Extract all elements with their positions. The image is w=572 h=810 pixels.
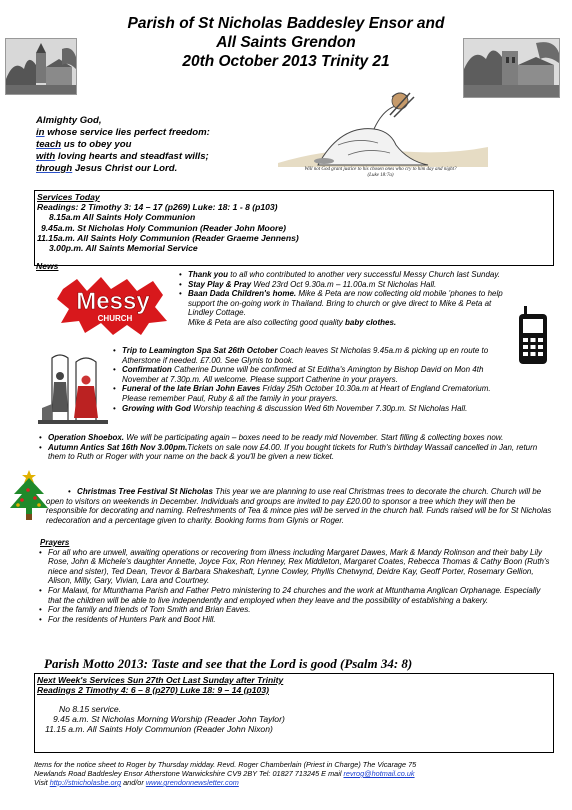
email-link[interactable]: revrog@hotmail.co.uk xyxy=(343,769,415,778)
footer-text: Newlands Road Baddesley Ensor Atherstone Warwickshire CV9 2BY Tel: 01827 713245 E mail xyxy=(34,769,344,778)
news-item-text: Mike & Peta are now collecting old mobile 'phones to help support the on-going work in Thailand. Bring to church or give direct to Mike & Peta at Lindley Cottage. xyxy=(188,289,503,318)
news-item-funeral xyxy=(122,384,502,403)
collect-line-2 xyxy=(36,127,266,139)
messy-church-logo xyxy=(57,277,169,337)
news-item-operation-shoebox xyxy=(48,433,552,443)
services-today-box xyxy=(34,190,554,266)
collect-line-5 xyxy=(36,163,266,175)
news-item-baan-dada xyxy=(188,289,506,318)
news-block-3 xyxy=(36,433,552,462)
next-week-item: No 8.15 service. xyxy=(59,704,122,714)
news-item-growing-with-god xyxy=(122,404,502,414)
news-item-title: Baan Dada Children's home. xyxy=(188,289,297,299)
news-item-text: to all who contributed to another very successful Messy Church last Sunday. xyxy=(228,270,500,279)
christmas-tree-icon xyxy=(8,470,50,520)
prayers-section xyxy=(36,538,552,624)
collect-line-3 xyxy=(36,139,266,151)
news-baby-clothes xyxy=(178,318,518,328)
news-item-text: Tickets on sale now £4.00. If you bought tickets for Ruth's birthday Wassail cancelled in Jan, return them to Ruth or Roger with your name on the back & you'll be given a new ticket. xyxy=(48,442,538,462)
mobile-phone-icon xyxy=(516,306,550,366)
news-item-text: Catherine Dunne will be confirmed at St Editha's Amington by Bishop David on Mon 4th November at 7.30p.m. All welcome. Please support Catherine in your prayers. xyxy=(122,365,484,384)
news-item-title: Christmas Tree Festival St Nicholas xyxy=(77,487,213,496)
service-item: 11.15a.m. All Saints Holy Communion (Reader Graeme Jennens) xyxy=(37,232,299,243)
news-item-title: Trip to Leamington Spa Sat 26th October xyxy=(122,346,278,355)
news-item-text: Mike & Peta are also collecting good quality xyxy=(188,317,345,327)
next-week-readings: Readings 2 Timothy 4: 6 – 8 (p270) Luke 18: 9 – 14 (p103) xyxy=(37,685,269,695)
news-item-thank-you xyxy=(188,270,518,280)
news-item-title: Thank you xyxy=(188,270,229,279)
service-item: 9.45a.m. St Nicholas Holy Communion (Reader John Moore) xyxy=(41,222,286,233)
prayer-item: • For the residents of Hunters Park and Boot Hill. xyxy=(48,615,552,625)
news-item-title: Stay Play & Pray xyxy=(188,279,252,289)
footer-text: Visit xyxy=(34,778,50,787)
news-item-autumn-antics xyxy=(48,443,552,462)
news-heading: News xyxy=(36,261,59,271)
confirmation-clipart xyxy=(38,352,108,424)
news-item-title: Autumn Antics Sat 16th Nov 3.00pm. xyxy=(48,442,188,452)
news-item-leamington-trip xyxy=(122,346,502,365)
collect-word: in xyxy=(36,127,45,138)
prayer-item: • For the family and friends of Tom Smith and Brian Eaves. xyxy=(48,605,552,615)
image-caption xyxy=(258,167,503,179)
messy-logo-subtext: CHURCH xyxy=(97,314,133,323)
collect-line-1: Almighty God, xyxy=(36,115,102,126)
collect-word: teach xyxy=(36,139,62,150)
news-item-text: We will be participating again – boxes need to be ready mid November. Start filling & collecting boxes now. xyxy=(124,433,504,442)
news-item-title: Operation Shoebox. xyxy=(48,433,125,442)
collect-line-4 xyxy=(36,151,266,163)
news-item-text: This year we are planning to use real Christmas trees to decorate the church. Church will be open to visitors on weekends in December. Individuals and groups are invited to pay £20.00 to sponsor a tree which they will then be responsible for decorating and naming. Refreshments of Tea & mince pies will be served in the church hall. Funds raised will be for St Nicholas redecoration and a percentage given to charity. Booking forms from Glynis or Roger. xyxy=(46,487,552,525)
news-item-confirmation xyxy=(122,365,502,384)
title-line-3: 20th October 2013 Trinity 21 xyxy=(182,53,390,70)
news-item-text: Worship teaching & discussion Wed 6th November 7.30p.m. St Nicholas Hall. xyxy=(190,403,468,413)
news-item-title: baby clothes. xyxy=(344,317,397,327)
bullet: • xyxy=(68,487,71,496)
news-item-text: Coach leaves St Nicholas 9.45a.m & picking up en route to Atherstone if needed. £7.00. See Glynis to book. xyxy=(122,346,489,365)
collect-text: loving hearts and steadfast wills; xyxy=(55,151,209,162)
title-line-2: All Saints Grendon xyxy=(216,34,356,51)
news-item-stay-play-pray xyxy=(188,280,518,290)
service-item: 3.00p.m. All Saints Memorial Service xyxy=(49,243,198,254)
caption-line-1: Will not God grant justice to his chosen ones who cry to him day and night? xyxy=(304,167,457,172)
news-block-1 xyxy=(178,270,518,328)
service-item: 8.15a.m All Saints Holy Communion xyxy=(49,212,196,223)
prayer-item: • For Malawi, for Mtunthama Parish and Father Petro ministering to 24 churches and the work at Mtunthama Anglican Orphanage. Especially that the children will be able to live independently and employed when they leave and the possibility of establishing a bakery. xyxy=(48,586,552,605)
collect-text: Jesus Christ our Lord. xyxy=(72,163,178,174)
prayer-item: • For all who are unwell, awaiting operations or recovering from illness including Margaret Dawes, Mark & Mandy Rolinson and their baby Lily Rose, John & Michele's daughter Annette, Joyce Fox, Ron Henney, Rex Middleton, Margaret Coates, Rebecca Thomas & Cathy Boon (Ruth's niece and sister), Ted Dean, Trevor & Barbara Shakeshaft, Lynne Cowley, Phyllis Chetwynd, Deidre Kay, Geoff Porter, Rosemary Gellion, Alison, Milly, Gary, Vivian, Lara and Courtney. xyxy=(48,548,552,586)
news-item-text: Wed 23rd Oct 9.30a.m – 11.00a.m St Nicholas Hall. xyxy=(251,279,437,289)
collect-text: us to obey you xyxy=(61,139,132,150)
collect-word: with xyxy=(36,151,56,162)
next-week-services-box xyxy=(34,673,554,753)
collect-text: whose service lies perfect freedom: xyxy=(44,127,210,138)
collect-prayer xyxy=(36,115,266,175)
next-week-item: 9.45 a.m. St Nicholas Morning Worship (Reader John Taylor) xyxy=(53,714,285,724)
news-block-2 xyxy=(112,346,502,413)
caption-line-2: (Luke 18:7a) xyxy=(367,173,394,178)
next-week-heading: Next Week's Services Sun 27th Oct Last Sunday after Trinity xyxy=(37,675,284,685)
footer xyxy=(34,760,554,787)
messy-logo-text: Messy xyxy=(76,288,150,315)
footer-line-1: Items for the notice sheet to Roger by Thursday midday. Revd. Roger Chamberlain (Priest in Charge) The Vicarage 75 xyxy=(34,760,417,769)
title-line-1: Parish of St Nicholas Baddesley Ensor and xyxy=(127,15,445,32)
next-week-item: 11.15 a.m. All Saints Holy Communion (Reader John Nixon) xyxy=(45,724,273,734)
services-today-readings: Readings: 2 Timothy 3: 14 – 17 (p269) Luke: 18: 1 - 8 (p103) xyxy=(37,202,278,213)
prayers-heading: Prayers xyxy=(40,538,70,547)
news-item-christmas-tree-festival xyxy=(46,487,552,525)
services-today-heading: Services Today xyxy=(37,192,100,202)
praying-figure-image xyxy=(278,85,488,167)
church-left-image xyxy=(5,38,77,95)
collect-word: through xyxy=(36,163,73,174)
website-link-stnicholas[interactable]: http://stnicholasbe.org xyxy=(49,778,122,787)
news-item-title: Growing with God xyxy=(122,403,191,413)
footer-text: and/or xyxy=(121,778,146,787)
website-link-grendon[interactable]: www.grendonnewsletter.com xyxy=(145,778,239,787)
footer-line-2 xyxy=(34,769,554,778)
news-item-title: Confirmation xyxy=(122,365,172,375)
news-item-title: Funeral of the late Brian John Eaves xyxy=(122,384,261,394)
news-item-text: Friday 25th October 10.30a.m at Heart of England Crematorium. Please remember Paul, Ruby & all the family in your prayers. xyxy=(122,384,491,403)
footer-line-3 xyxy=(34,778,554,787)
parish-motto: Parish Motto 2013: Taste and see that the Lord is good (Psalm 34: 8) xyxy=(44,656,413,671)
